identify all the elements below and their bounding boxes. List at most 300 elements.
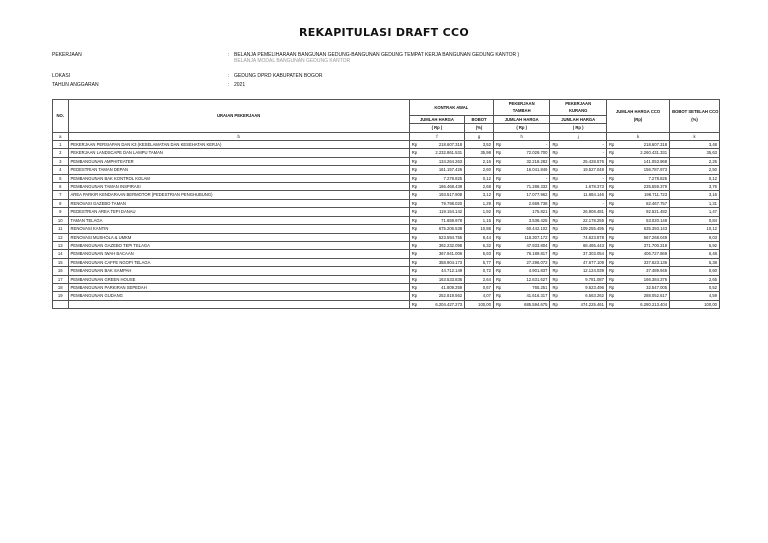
table-body bbox=[53, 141, 720, 301]
row-bobot: 35,98 bbox=[465, 149, 494, 157]
header-cco-line1: JUMLAH HARGA CCO bbox=[615, 109, 661, 115]
currency-label: Rp bbox=[409, 233, 417, 241]
row-uraian: PEMBANGUNAN GREEN HOUSE bbox=[68, 275, 409, 283]
currency-label: Rp bbox=[606, 199, 614, 207]
row-uraian: PEMBANGUNAN BAK KONTROL KOLAM bbox=[68, 174, 409, 182]
currency-label: Rp bbox=[493, 241, 501, 249]
row-kontrak: 523.594.755 bbox=[417, 233, 465, 241]
row-bobot-cco: 3,76 bbox=[670, 183, 720, 191]
row-uraian: PEDESTRIAN AREA TEPI DANAU bbox=[68, 208, 409, 216]
currency-label: Rp bbox=[493, 267, 501, 275]
row-bobot: 3,12 bbox=[465, 191, 494, 199]
currency-label: Rp bbox=[493, 166, 501, 174]
header-tambah-line1: PEKERJAAN bbox=[508, 101, 535, 106]
currency-label: Rp bbox=[493, 174, 501, 182]
currency-label: Rp bbox=[606, 191, 614, 199]
row-kontrak: 41.809.259 bbox=[417, 283, 465, 291]
row-cco: 37.489.946 bbox=[614, 267, 669, 275]
currency-label: Rp bbox=[606, 233, 614, 241]
meta-label: LOKASI bbox=[52, 73, 71, 79]
row-bobot-cco: 3,48 bbox=[670, 141, 720, 149]
row-bobot-cco: 35,63 bbox=[670, 149, 720, 157]
row-cco: 567.268.049 bbox=[614, 233, 669, 241]
table-row bbox=[53, 292, 720, 300]
currency-label: Rp bbox=[409, 292, 417, 300]
total-row bbox=[53, 300, 720, 308]
row-kurang: 11.884.146 bbox=[558, 191, 607, 199]
currency-label: Rp bbox=[493, 183, 501, 191]
document-title: REKAPITULASI DRAFT CCO bbox=[298, 26, 470, 39]
row-uraian: PEMBANGUNAN TAMAN INSPIRASI bbox=[68, 183, 409, 191]
currency-label: Rp bbox=[550, 283, 558, 291]
row-bobot-cco: 5,38 bbox=[670, 258, 720, 266]
column-letter: a bbox=[53, 132, 69, 140]
currency-label: Rp bbox=[550, 233, 558, 241]
row-cco: 7.278.825 bbox=[614, 174, 669, 182]
row-cco: 53.020.148 bbox=[614, 216, 669, 224]
row-kontrak: 252.819.562 bbox=[417, 292, 465, 300]
header-kurang-line2: KURANG bbox=[568, 108, 588, 114]
currency-label: Rp bbox=[606, 275, 614, 283]
row-kontrak: 675.206.538 bbox=[417, 225, 465, 233]
column-letter: f bbox=[409, 132, 464, 140]
row-tambah: 2.669.738 bbox=[501, 199, 550, 207]
row-bobot: 8,44 bbox=[465, 233, 494, 241]
row-tambah: 72.029.700 bbox=[501, 149, 550, 157]
row-kontrak: 367.941.006 bbox=[417, 250, 465, 258]
row-bobot: 2,64 bbox=[465, 275, 494, 283]
row-kurang: 74.623.878 bbox=[558, 233, 607, 241]
table-row bbox=[53, 241, 720, 249]
currency-label: Rp bbox=[606, 292, 614, 300]
column-letter: g bbox=[465, 132, 494, 140]
currency-label: Rp bbox=[550, 275, 558, 283]
row-kontrak: 166.468.438 bbox=[417, 183, 465, 191]
header-cco bbox=[606, 100, 669, 133]
row-no: 12 bbox=[53, 233, 69, 241]
row-uraian: PEMBANGUNAN GAZEBO TEPI TELAGA bbox=[68, 241, 409, 249]
row-bobot-cco: 2,25 bbox=[670, 157, 720, 165]
currency-label: Rp bbox=[409, 241, 417, 249]
row-bobot: 3,52 bbox=[465, 141, 494, 149]
row-bobot-cco: 2,65 bbox=[670, 275, 720, 283]
total-bobot-cco: 100,00 bbox=[670, 300, 720, 308]
row-kontrak: 119.154.142 bbox=[417, 208, 465, 216]
row-bobot-cco: 1,31 bbox=[670, 199, 720, 207]
table-row bbox=[53, 149, 720, 157]
row-bobot-cco: 0,60 bbox=[670, 267, 720, 275]
row-bobot-cco: 1,47 bbox=[670, 208, 720, 216]
currency-label: Rp bbox=[550, 141, 558, 149]
header-kurang bbox=[550, 100, 607, 116]
total-tambah: 685.594.675 bbox=[501, 300, 550, 308]
row-no: 9 bbox=[53, 208, 69, 216]
row-uraian: PEMBANGUNAN CAFFE NGOPI TELAGA bbox=[68, 258, 409, 266]
currency-label: Rp bbox=[409, 166, 417, 174]
row-tambah: 12.631.627 bbox=[501, 275, 550, 283]
row-uraian: PEKERJAAN LANDSCAPE DAN LAMPU TAMAN bbox=[68, 149, 409, 157]
table-row bbox=[53, 191, 720, 199]
row-kontrak: 358.904.173 bbox=[417, 258, 465, 266]
total-cco: 6.280.213.404 bbox=[614, 300, 669, 308]
currency-label: Rp bbox=[409, 250, 417, 258]
currency-label: Rp bbox=[606, 250, 614, 258]
meta-colon: : bbox=[228, 73, 230, 79]
table-footer bbox=[53, 300, 720, 308]
row-cco: 141.053.968 bbox=[614, 157, 669, 165]
meta-value: 2021 bbox=[234, 82, 246, 88]
row-kurang: 25.428.576 bbox=[558, 157, 607, 165]
table-row bbox=[53, 141, 720, 149]
currency-label: Rp bbox=[493, 141, 501, 149]
row-bobot: 0,72 bbox=[465, 267, 494, 275]
currency-label: Rp bbox=[550, 183, 558, 191]
row-uraian: RENOVASI GAZEBO TAMAN bbox=[68, 199, 409, 207]
column-letter-row bbox=[53, 132, 720, 140]
currency-label: Rp bbox=[606, 166, 614, 174]
currency-label: Rp bbox=[409, 157, 417, 165]
column-letter: h bbox=[493, 132, 550, 140]
row-no: 2 bbox=[53, 149, 69, 157]
currency-label: Rp bbox=[550, 157, 558, 165]
currency-label: Rp bbox=[493, 157, 501, 165]
currency-label: Rp bbox=[606, 258, 614, 266]
row-tambah: 765.251 bbox=[501, 283, 550, 291]
row-kurang: 6.563.262 bbox=[558, 292, 607, 300]
currency-label: Rp bbox=[550, 199, 558, 207]
meta-label: PEKERJAAN bbox=[52, 52, 82, 58]
row-no: 6 bbox=[53, 183, 69, 191]
row-kurang: 9.781.087 bbox=[558, 275, 607, 283]
row-bobot-cco: 10,12 bbox=[670, 225, 720, 233]
row-kontrak: 163.533.836 bbox=[417, 275, 465, 283]
row-kurang: 47.677.109 bbox=[558, 258, 607, 266]
currency-label: Rp bbox=[493, 225, 501, 233]
row-no: 7 bbox=[53, 191, 69, 199]
row-bobot-cco: 0,84 bbox=[670, 216, 720, 224]
row-bobot: 2,60 bbox=[465, 166, 494, 174]
row-kurang: 68.465.443 bbox=[558, 241, 607, 249]
table-row bbox=[53, 166, 720, 174]
row-bobot-cco: 5,92 bbox=[670, 241, 720, 249]
currency-label: Rp bbox=[606, 183, 614, 191]
row-tambah: 71.288.332 bbox=[501, 183, 550, 191]
row-tambah: 41.616.317 bbox=[501, 292, 550, 300]
row-cco: 337.623.136 bbox=[614, 258, 669, 266]
currency-label: Rp bbox=[493, 199, 501, 207]
row-bobot: 6,32 bbox=[465, 241, 494, 249]
table-row bbox=[53, 216, 720, 224]
row-kurang: 37.303.054 bbox=[558, 250, 607, 258]
table-row bbox=[53, 267, 720, 275]
total-bobot: 100,00 bbox=[465, 300, 494, 308]
row-kurang: - bbox=[558, 174, 607, 182]
row-cco: 218.607.318 bbox=[614, 141, 669, 149]
row-no: 17 bbox=[53, 275, 69, 283]
row-kontrak: 44.712.149 bbox=[417, 267, 465, 275]
header-jumlah-harga: JUMLAH HARGA bbox=[409, 115, 464, 123]
row-cco: 371.700.319 bbox=[614, 241, 669, 249]
row-no: 5 bbox=[53, 174, 69, 182]
header-jumlah-harga: JUMLAH HARGA bbox=[493, 115, 550, 123]
row-kontrak: 7.278.825 bbox=[417, 174, 465, 182]
row-tambah: 4.901.837 bbox=[501, 267, 550, 275]
currency-label: Rp bbox=[606, 241, 614, 249]
currency-label: Rp bbox=[606, 141, 614, 149]
currency-label: Rp bbox=[493, 258, 501, 266]
table-header bbox=[53, 100, 720, 141]
row-kurang: 19.527.048 bbox=[558, 166, 607, 174]
row-no: 1 bbox=[53, 141, 69, 149]
row-no: 19 bbox=[53, 292, 69, 300]
row-bobot-cco: 3,16 bbox=[670, 191, 720, 199]
row-cco: 92.521.482 bbox=[614, 208, 669, 216]
row-kurang: - bbox=[558, 149, 607, 157]
row-tambah: 16.041.846 bbox=[501, 166, 550, 174]
row-kontrak: 161.157.426 bbox=[417, 166, 465, 174]
row-bobot: 10,88 bbox=[465, 225, 494, 233]
header-tambah-line2: TAMBAH bbox=[512, 108, 531, 114]
row-no: 4 bbox=[53, 166, 69, 174]
row-uraian: PEKERJAAN PERSIAPAN DAN K3 (KESELAMATAN DAN KESEHATAN KERJA) bbox=[68, 141, 409, 149]
row-bobot-cco: 0,52 bbox=[670, 283, 720, 291]
row-cco: 32.547.005 bbox=[614, 283, 669, 291]
row-bobot: 4,07 bbox=[465, 292, 494, 300]
row-bobot: 5,77 bbox=[465, 258, 494, 266]
currency-label: Rp bbox=[493, 233, 501, 241]
currency-label: Rp bbox=[493, 191, 501, 199]
row-uraian: RENOVASI KANTIN bbox=[68, 225, 409, 233]
currency-label: Rp bbox=[409, 216, 417, 224]
row-tambah: 27.296.072 bbox=[501, 258, 550, 266]
currency-label: Rp bbox=[493, 292, 501, 300]
currency-label: Rp bbox=[606, 216, 614, 224]
header-kontrak-awal: KONTRAK AWAL bbox=[409, 100, 493, 116]
currency-label: Rp bbox=[606, 157, 614, 165]
row-kontrak: 134.264.263 bbox=[417, 157, 465, 165]
header-jumlah-harga: JUMLAH HARGA bbox=[550, 115, 607, 123]
table-row bbox=[53, 275, 720, 283]
row-bobot: 0,67 bbox=[465, 283, 494, 291]
currency-label: Rp bbox=[550, 191, 558, 199]
table-row bbox=[53, 183, 720, 191]
currency-label: Rp bbox=[606, 208, 614, 216]
currency-label: Rp bbox=[606, 149, 614, 157]
row-kurang: 22.178.255 bbox=[558, 216, 607, 224]
row-tambah: 47.933.804 bbox=[501, 241, 550, 249]
table-row bbox=[53, 250, 720, 258]
row-tambah: - bbox=[501, 141, 550, 149]
rekap-table bbox=[52, 99, 720, 309]
row-kurang: - bbox=[558, 141, 607, 149]
currency-label: Rp bbox=[409, 208, 417, 216]
row-kontrak: 218.607.318 bbox=[417, 141, 465, 149]
currency-label: Rp bbox=[550, 208, 558, 216]
currency-label: Rp bbox=[550, 300, 558, 308]
row-uraian: PEMBANGUNAN GUDANG bbox=[68, 292, 409, 300]
table-row bbox=[53, 258, 720, 266]
currency-label: Rp bbox=[493, 250, 501, 258]
row-uraian: TAMAN TELAGA bbox=[68, 216, 409, 224]
table-row bbox=[53, 174, 720, 182]
row-cco: 288.052.617 bbox=[614, 292, 669, 300]
row-cco: 198.711.723 bbox=[614, 191, 669, 199]
row-bobot-cco: 9,03 bbox=[670, 233, 720, 241]
row-kurang: 109.255.495 bbox=[558, 225, 607, 233]
currency-label: Rp bbox=[493, 300, 501, 308]
row-kontrak: 193.517.908 bbox=[417, 191, 465, 199]
currency-label: Rp bbox=[550, 292, 558, 300]
table-row bbox=[53, 208, 720, 216]
row-kontrak: 79.798.020 bbox=[417, 199, 465, 207]
row-kurang: 12.124.039 bbox=[558, 267, 607, 275]
currency-label: Rp bbox=[606, 267, 614, 275]
row-no: 10 bbox=[53, 216, 69, 224]
row-cco: 235.559.379 bbox=[614, 183, 669, 191]
currency-label: Rp bbox=[606, 225, 614, 233]
currency-label: Rp bbox=[550, 149, 558, 157]
table-row bbox=[53, 157, 720, 165]
meta-value-secondary: BELANJA MODAL BANGUNAN GEDUNG KANTOR bbox=[234, 58, 351, 64]
currency-label: Rp bbox=[409, 275, 417, 283]
row-bobot-cco: 2,50 bbox=[670, 166, 720, 174]
table-row bbox=[53, 233, 720, 241]
row-bobot: 1,29 bbox=[465, 199, 494, 207]
currency-label: Rp bbox=[409, 191, 417, 199]
currency-label: Rp bbox=[409, 300, 417, 308]
row-kurang: 9.623.496 bbox=[558, 283, 607, 291]
header-pct: (%) bbox=[465, 124, 494, 132]
row-bobot: 1,92 bbox=[465, 208, 494, 216]
currency-label: Rp bbox=[493, 149, 501, 157]
column-letter: b bbox=[68, 132, 409, 140]
row-no: 3 bbox=[53, 157, 69, 165]
total-kontrak: 6.204.427.273 bbox=[417, 300, 465, 308]
table-row bbox=[53, 225, 720, 233]
row-no: 16 bbox=[53, 267, 69, 275]
total-kurang: 474.225.461 bbox=[558, 300, 607, 308]
currency-label: Rp bbox=[550, 250, 558, 258]
row-cco: 635.393.143 bbox=[614, 225, 669, 233]
row-cco: 156.787.973 bbox=[614, 166, 669, 174]
header-rp: ( Rp ) bbox=[550, 124, 607, 132]
meta-value: GEDUNG DPRD KABUPATEN BOGOR bbox=[234, 73, 323, 79]
currency-label: Rp bbox=[550, 241, 558, 249]
row-bobot: 1,15 bbox=[465, 216, 494, 224]
currency-label: Rp bbox=[493, 216, 501, 224]
row-bobot: 2,16 bbox=[465, 157, 494, 165]
row-uraian: RENOVASI MUSHOLA & UMKM bbox=[68, 233, 409, 241]
currency-label: Rp bbox=[550, 258, 558, 266]
table-row bbox=[53, 283, 720, 291]
currency-label: Rp bbox=[409, 225, 417, 233]
row-no: 8 bbox=[53, 199, 69, 207]
currency-label: Rp bbox=[550, 225, 558, 233]
row-tambah: 118.307.172 bbox=[501, 233, 550, 241]
row-kontrak: 392.232.098 bbox=[417, 241, 465, 249]
header-bobot-cco bbox=[670, 100, 720, 133]
currency-label: Rp bbox=[493, 208, 501, 216]
column-letter: k bbox=[670, 132, 720, 140]
row-tambah: 32.218.282 bbox=[501, 157, 550, 165]
row-no: 13 bbox=[53, 241, 69, 249]
header-bobot-cco-line2: (%) bbox=[691, 116, 698, 122]
currency-label: Rp bbox=[409, 149, 417, 157]
header-no: NO. bbox=[53, 100, 69, 133]
row-no: 14 bbox=[53, 250, 69, 258]
currency-label: Rp bbox=[493, 275, 501, 283]
currency-label: Rp bbox=[550, 216, 558, 224]
row-bobot: 2,68 bbox=[465, 183, 494, 191]
currency-label: Rp bbox=[409, 141, 417, 149]
row-tambah: 17.077.962 bbox=[501, 191, 550, 199]
row-tambah: 3.538.425 bbox=[501, 216, 550, 224]
row-kurang: 1.678.373 bbox=[558, 183, 607, 191]
row-bobot-cco: 4,59 bbox=[670, 292, 720, 300]
row-uraian: PEMBANGUNAN BAK SAMPAH bbox=[68, 267, 409, 275]
meta-colon: : bbox=[228, 52, 230, 58]
row-uraian: PEDESTRIAN TAMAN DEPAN bbox=[68, 166, 409, 174]
row-tambah: 175.821 bbox=[501, 208, 550, 216]
column-letter: k bbox=[606, 132, 669, 140]
currency-label: Rp bbox=[606, 283, 614, 291]
table-row bbox=[53, 199, 720, 207]
currency-label: Rp bbox=[409, 267, 417, 275]
header-kurang-line1: PEKERJAAN bbox=[565, 101, 592, 106]
currency-label: Rp bbox=[493, 283, 501, 291]
row-cco: 2.260.431.331 bbox=[614, 149, 669, 157]
row-cco: 406.727.869 bbox=[614, 250, 669, 258]
header-bobot: BOBOT bbox=[465, 115, 494, 123]
column-letter: j bbox=[550, 132, 607, 140]
row-uraian: PEMBANGUNAN IWAH BACAAN bbox=[68, 250, 409, 258]
row-tambah: - bbox=[501, 174, 550, 182]
row-tambah: 60.442.102 bbox=[501, 225, 550, 233]
header-bobot-cco-line1: BOBOT SETELAH CCO bbox=[672, 109, 719, 115]
currency-label: Rp bbox=[550, 174, 558, 182]
currency-label: Rp bbox=[606, 300, 614, 308]
currency-label: Rp bbox=[550, 267, 558, 275]
meta-value: BELANJA PEMELIHARAAN BANGUNAN GEDUNG-BANGUNAN GEDUNG TEMPAT KERJA BANGUNAN GEDUNG KANTOR ) bbox=[234, 52, 520, 58]
row-no: 15 bbox=[53, 258, 69, 266]
row-no: 11 bbox=[53, 225, 69, 233]
currency-label: Rp bbox=[409, 183, 417, 191]
row-kurang: 26.808.481 bbox=[558, 208, 607, 216]
header-tambah bbox=[493, 100, 550, 116]
row-bobot: 0,12 bbox=[465, 174, 494, 182]
row-tambah: 76.189.817 bbox=[501, 250, 550, 258]
row-cco: 166.384.376 bbox=[614, 275, 669, 283]
meta-label: TAHUN ANGGARAN bbox=[52, 82, 99, 88]
row-kontrak: 71.659.978 bbox=[417, 216, 465, 224]
currency-label: Rp bbox=[409, 258, 417, 266]
row-bobot-cco: 6,48 bbox=[670, 250, 720, 258]
row-cco: 82.467.757 bbox=[614, 199, 669, 207]
header-cco-line2: (Rp) bbox=[633, 116, 643, 122]
currency-label: Rp bbox=[409, 199, 417, 207]
row-bobot-cco: 0,12 bbox=[670, 174, 720, 182]
meta-colon: : bbox=[228, 82, 230, 88]
header-rp: ( Rp ) bbox=[493, 124, 550, 132]
header-rp: ( Rp ) bbox=[409, 124, 464, 132]
row-uraian: AREA PARKIR KENDARAAN BERMOTOR (PEDESTRIAN PENGHUBUNG) bbox=[68, 191, 409, 199]
row-kontrak: 2.232.861.531 bbox=[417, 149, 465, 157]
currency-label: Rp bbox=[409, 283, 417, 291]
row-kurang: - bbox=[558, 199, 607, 207]
currency-label: Rp bbox=[550, 166, 558, 174]
header-uraian: URAIAN PEKERJAAN bbox=[68, 100, 409, 133]
currency-label: Rp bbox=[409, 174, 417, 182]
